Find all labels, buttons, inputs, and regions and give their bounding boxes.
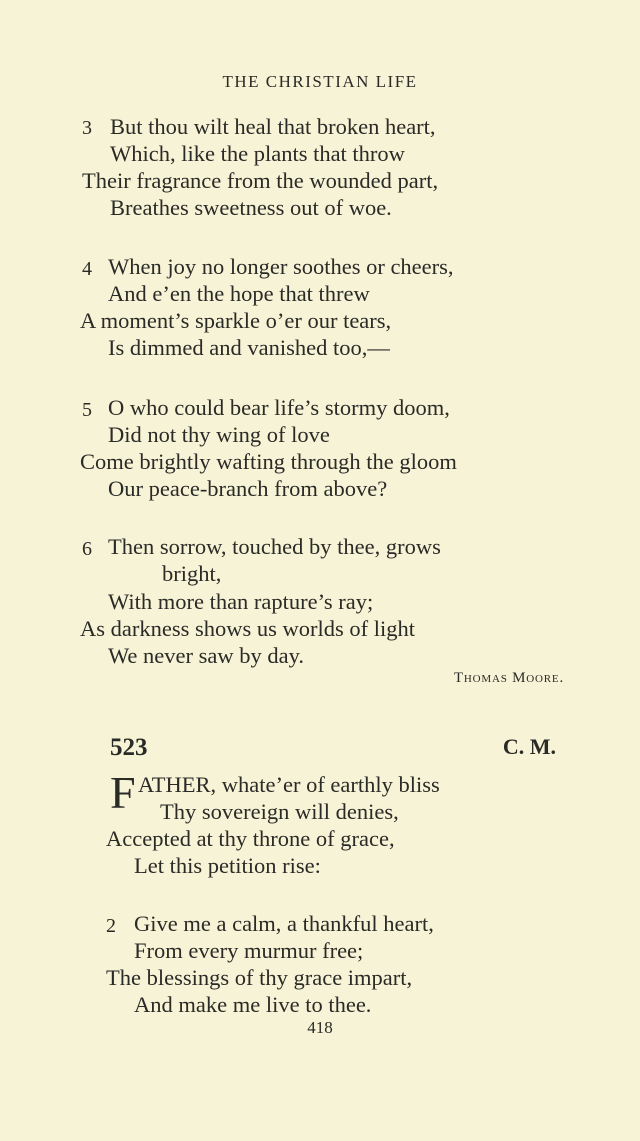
verse-line: Let this petition rise: (134, 853, 321, 878)
verse-line: Is dimmed and vanished too,— (108, 335, 390, 360)
verse-line: Which, like the plants that throw (110, 141, 405, 166)
verse-number: 6 (82, 538, 92, 560)
verse-line: Come brightly wafting through the gloom (80, 449, 457, 474)
verse-number: 5 (82, 399, 92, 421)
verse-line: As darkness shows us worlds of light (80, 616, 415, 641)
hymn-attribution: Thomas Moore. (453, 670, 564, 686)
verse-line: Thy sovereign will denies, (160, 799, 399, 824)
verse-line: A moment’s sparkle o’er our tears, (80, 308, 392, 333)
verse-number: 2 (106, 915, 116, 937)
verse-line: We never saw by day. (108, 643, 305, 668)
verse-line: Our peace-branch from above? (108, 476, 388, 501)
hymn-number: 523 (110, 734, 148, 761)
verse-line: Then sorrow, touched by thee, grows (108, 534, 441, 559)
verse-number: 3 (82, 117, 92, 139)
verse-line: From every murmur free; (134, 938, 364, 963)
verse-line: And make me live to thee. (134, 992, 372, 1017)
hymn-meter: C. M. (502, 734, 556, 759)
verse-line: ATHER, whate’er of earthly bliss (138, 772, 440, 797)
verse-line: Did not thy wing of love (108, 422, 330, 447)
page-number: 418 (307, 1018, 333, 1037)
verse-line: O who could bear life’s stormy doom, (108, 395, 450, 420)
verse-line: Accepted at thy throne of grace, (106, 826, 395, 851)
drop-cap: F (110, 767, 136, 818)
verse-line: But thou wilt heal that broken heart, (110, 114, 436, 139)
verse-line: When joy no longer soothes or cheers, (108, 254, 454, 279)
verse-number: 4 (82, 258, 92, 280)
verse-line: Breathes sweetness out of woe. (110, 195, 392, 220)
verse-line: Their fragrance from the wounded part, (82, 168, 439, 193)
verse-line: The blessings of thy grace impart, (106, 965, 413, 990)
verse-line: And e’en the hope that threw (108, 281, 370, 306)
verse-line: With more than rapture’s ray; (108, 589, 374, 614)
running-head: THE CHRISTIAN LIFE (222, 72, 418, 91)
verse-line: bright, (162, 561, 222, 586)
verse-line: Give me a calm, a thankful heart, (134, 911, 434, 936)
